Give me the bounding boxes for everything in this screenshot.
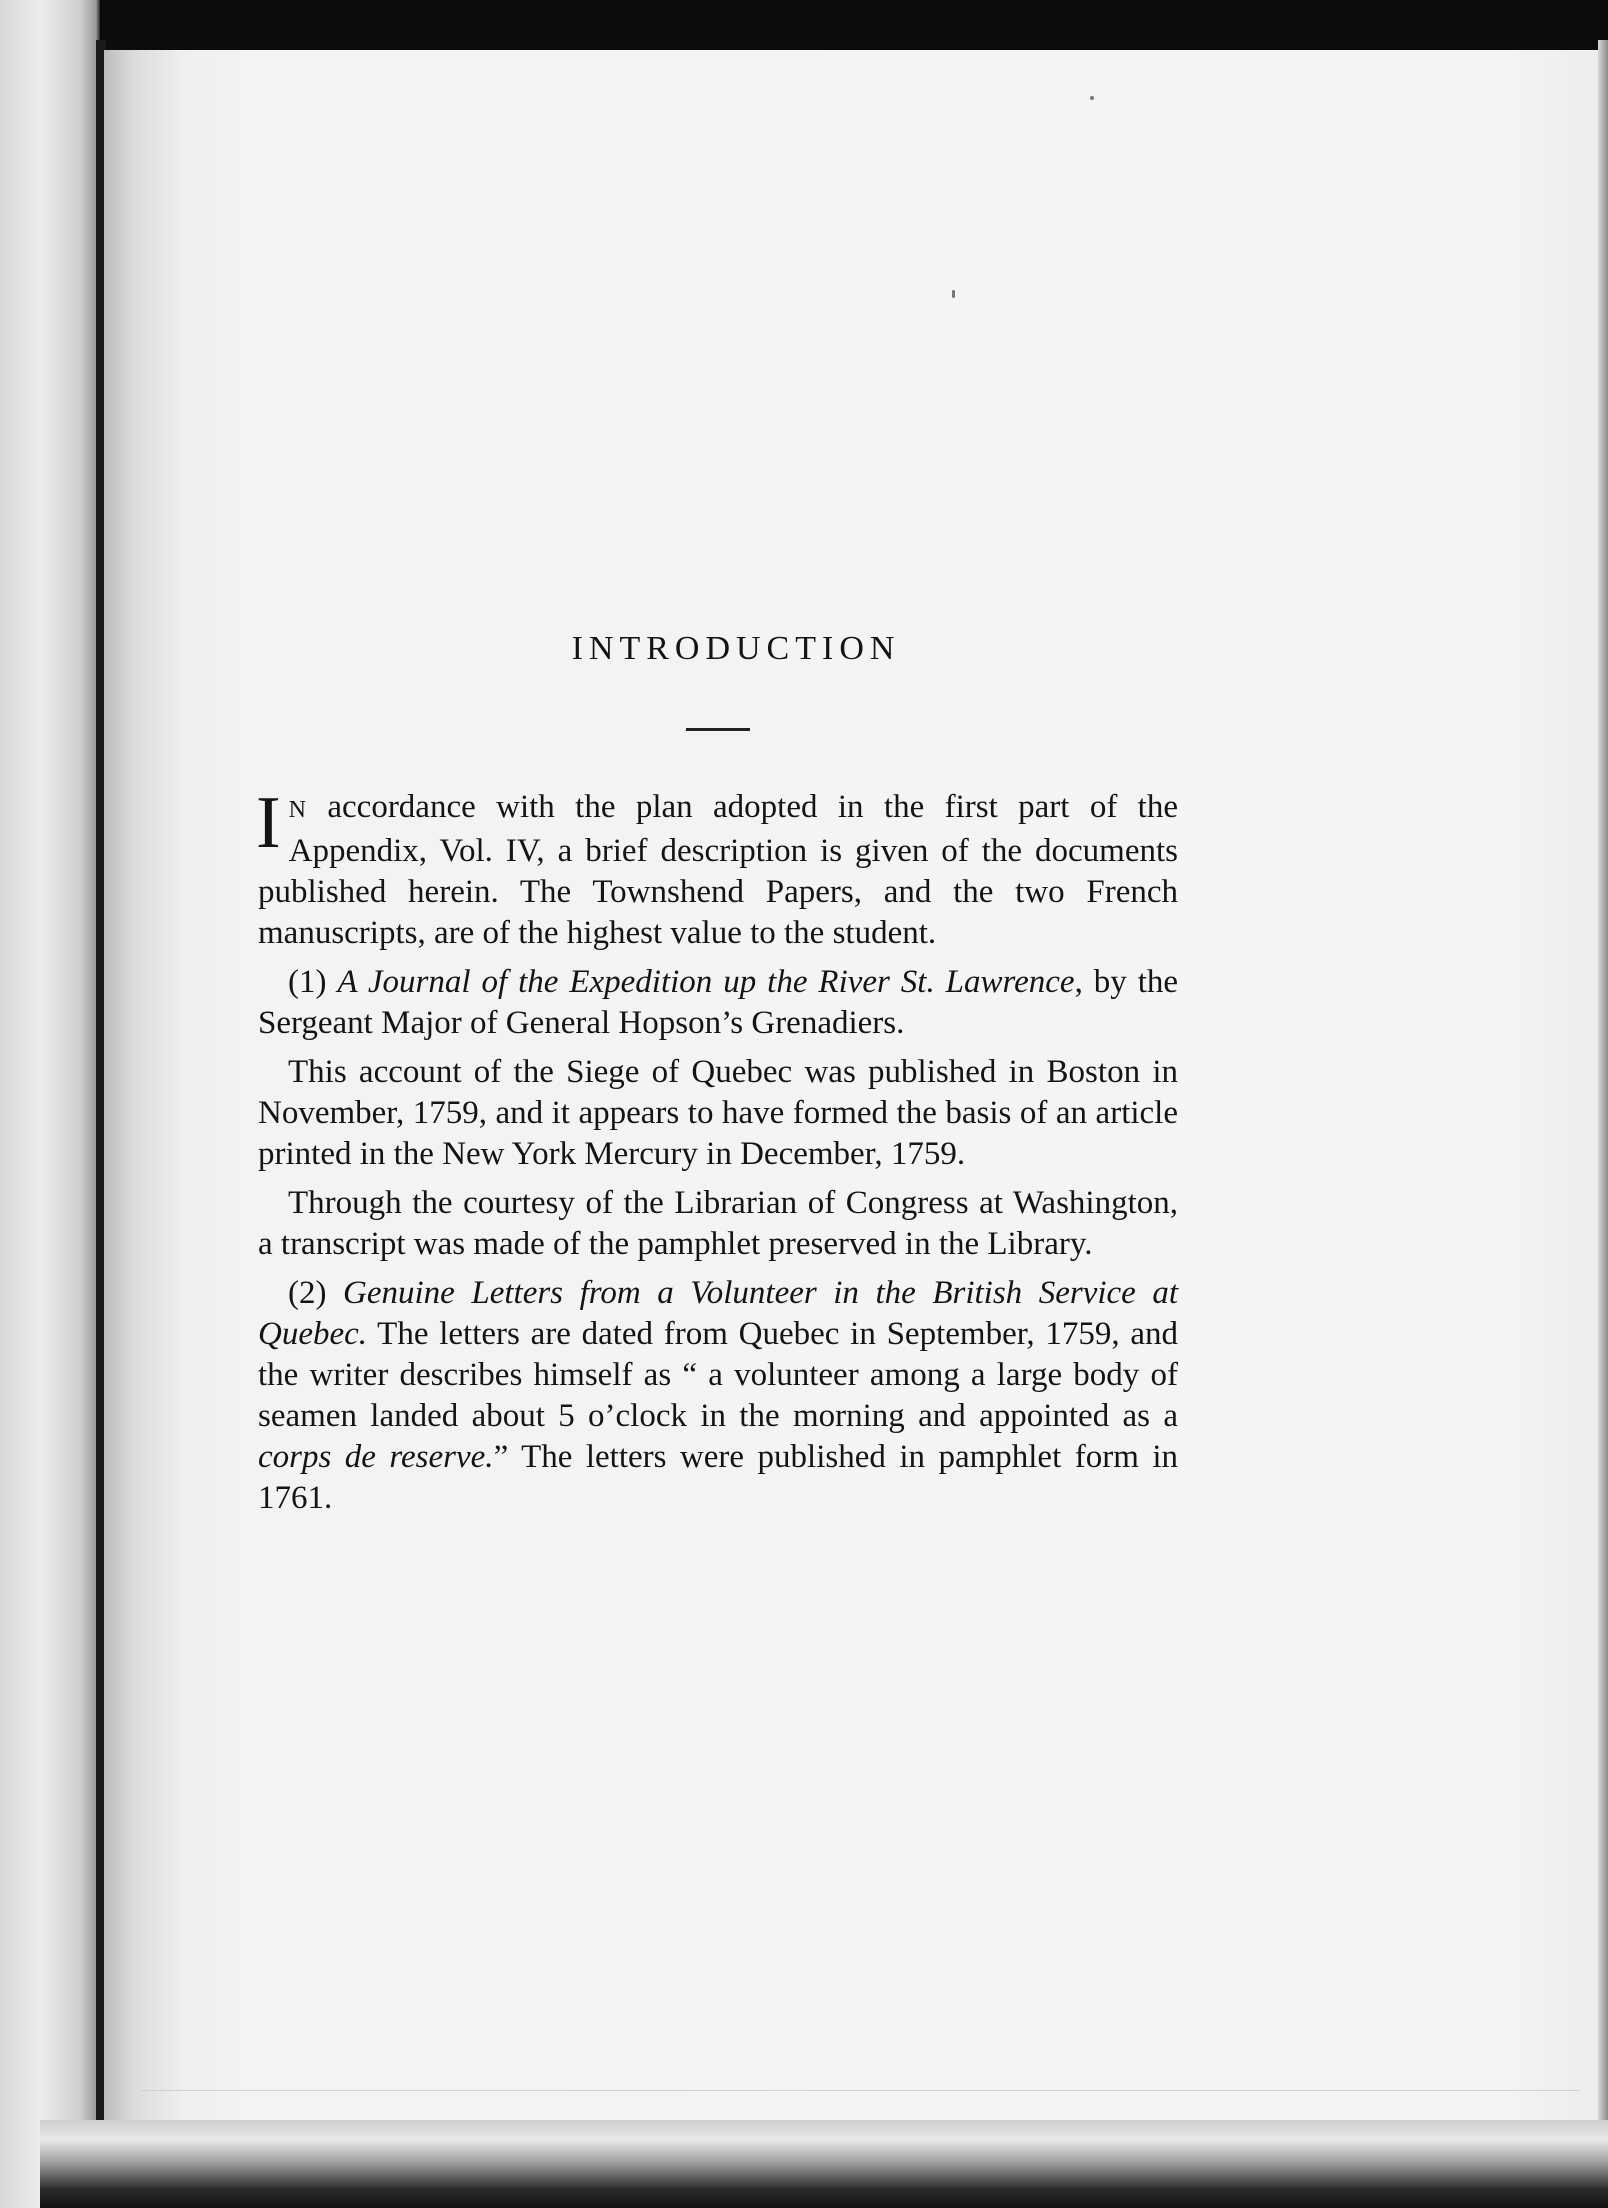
page-title: INTRODUCTION	[571, 630, 901, 667]
item-number: (2)	[288, 1275, 327, 1311]
title-rule	[686, 728, 750, 731]
small-cap: N	[288, 797, 307, 823]
paragraph-5-text-a: The letters are dated from Quebec in September, 1759, and the writer describes himself as “ a volunteer among a large body of seamen landed about 5 o’clock in the morning and appointed as a	[258, 1316, 1178, 1434]
page-speck	[952, 290, 955, 298]
document-title: Genuine Letters from a Volunteer in the British Service at Quebec.	[258, 1275, 1179, 1352]
introduction-text	[258, 630, 1178, 1527]
item-number: (1)	[288, 964, 327, 1000]
drop-cap: I	[256, 782, 281, 864]
book-cover-edge	[0, 0, 100, 2208]
paragraph-5-text-b: ” The letters were published in pamphlet form in 1761.	[258, 1439, 1178, 1516]
paragraph-4: Through the courtesy of the Librarian of Congress at Washington, a transcript was made of the pamphlet preserved in the Library.	[258, 1185, 1178, 1262]
paragraph-1-text: accordance with the plan adopted in the first part of the Appendix, Vol. IV, a brief description is given of the documents published herein. The Townshend Papers, and the two French manuscripts, are of the highest value to the student.	[258, 789, 1178, 951]
paragraph-5	[258, 1273, 1178, 1519]
paragraph-1	[256, 782, 1178, 954]
paragraph-2-text: , by the Sergeant Major of General Hopson’s Grenadiers.	[258, 964, 1179, 1041]
document-title: A Journal of the Expedition up the River St. Lawrence	[337, 964, 1075, 1000]
paragraph-2	[258, 962, 1178, 1044]
page-speck	[1090, 96, 1094, 100]
paragraph-3: This account of the Siege of Quebec was published in Boston in November, 1759, and it appears to have formed the basis of an article printed in the New York Mercury in December, 1759.	[258, 1054, 1178, 1172]
page-right-edge	[1598, 40, 1608, 2200]
page-bottom-edge	[40, 2120, 1608, 2208]
page-stack-lines	[140, 2090, 1580, 2122]
italic-phrase: corps de reserve.	[258, 1439, 494, 1475]
